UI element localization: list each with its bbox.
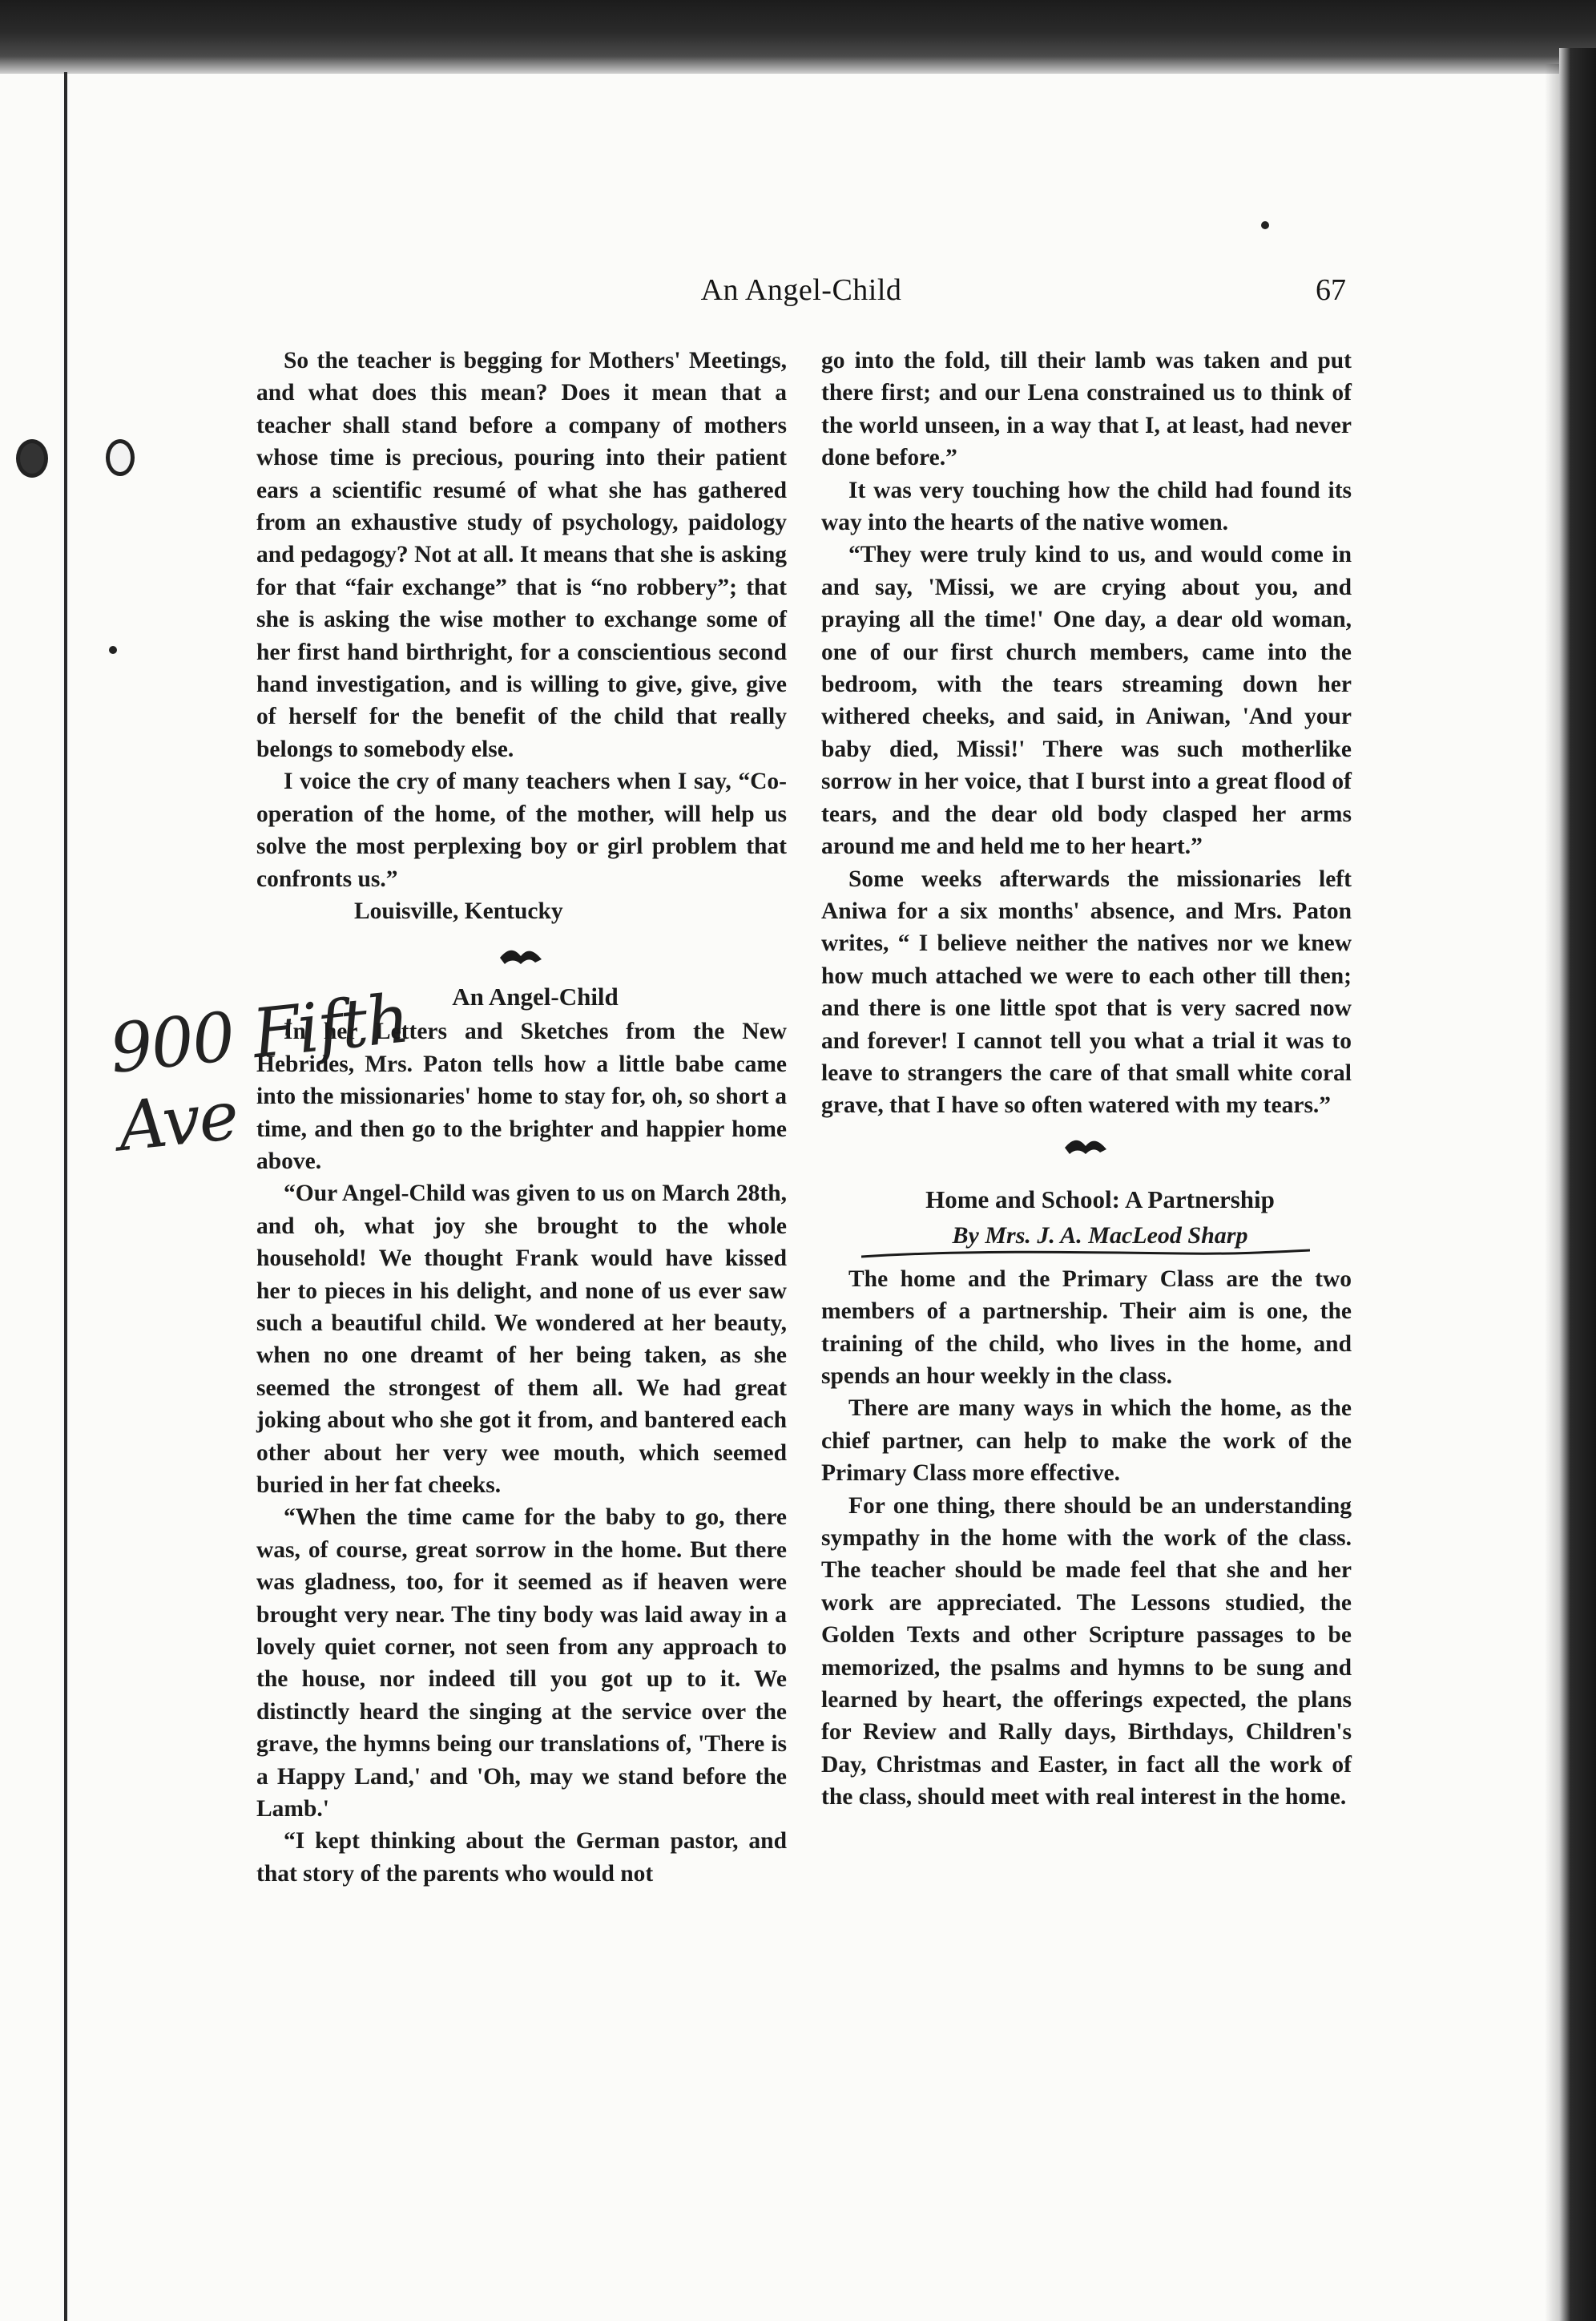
page-edge-shadow (1545, 64, 1559, 2321)
paragraph: The home and the Primary Class are the two members of a partnership. Their aim is one, the training of the child, who lives in the home, and spends an hour weekly in the class. (821, 1265, 1352, 1389)
article-heading: An Angel-Child (452, 983, 619, 1011)
paragraph: go into the fold, till their lamb was taken and put there first; and our Lena constrained us to think of the world unseen, in a way that I, at least, had never done before.” (821, 348, 1352, 471)
paragraph: I voice the cry of many teachers when I say, “Co-operation of the home, of the mother, will help us solve the most perplexing boy or girl problem that confronts us.” (256, 769, 787, 892)
speck (109, 646, 117, 654)
paragraph: For one thing, there should be an understanding sympathy in the home with the work of the class. The teacher should be made feel that she and her work are appreciated. The Lessons studied, the Golden Texts and other Scripture passages to be memorized, the psalms and hymns to be sung and learned by heart, the offerings expected, the plans for Review and Rally days, Birthdays, Children's Day, Christmas and Easter, in fact all the work of the class, should meet with real interest in the home. (821, 1492, 1352, 1810)
paragraph: Some weeks afterwards the missionaries left Aniwa for a six months' absence, and Mrs. Paton writes, “ I believe neither the natives nor we knew how much attached we were to each other till then; and there is one little spot that is very sacred now and forever! I cannot tell you what a trial it was to leave to strangers the care of that small white coral grave, that I have so often watered with my tears.” (821, 866, 1352, 1119)
paragraph: “I kept thinking about the German pastor, and that story of the parents who would not (256, 1828, 787, 1887)
binding-rule (64, 72, 67, 2321)
punch-hole-left-top (16, 439, 48, 478)
scan-right-border (1559, 48, 1596, 2321)
paragraph: “They were truly kind to us, and would come in and say, 'Missi, we are crying about you, and praying all the time!' One day, a dear old woman, one of our first church members, came into the bedroom, with the tears streaming down her withered cheeks, and said, in Aniwan, 'And your baby died, Missi!' There was such motherlike sorrow in her voice, that I burst into a great flood of tears, and the dear old body clasped her arms around me and held me to her heart.” (821, 542, 1352, 860)
byline: By Mrs. J. A. MacLeod Sharp (952, 1221, 1248, 1249)
fleuron-icon (1062, 1132, 1110, 1164)
paragraph: So the teacher is begging for Mothers' Meetings, and what does this mean? Does it mean that a teacher shall stand before a company of mothers whose time is precious, pouring into their patient ears a scientific resumé of what she has gathered from an exhaustive study of psychology, paidology and pedagogy? Not at all. It means that she is asking for that “fair exchange” that is “no robbery”; that she is asking the wise mother to exchange some of her first hand birthright, for a conscientious second hand investigation, and is willing to give, give, give of herself for the benefit of the child that really belongs to somebody else. (256, 348, 787, 762)
section-ornament (821, 1122, 1352, 1181)
fleuron-icon (497, 942, 545, 974)
paragraph: “When the time came for the baby to go, there was, of course, great sorrow in the home. But there was gladness, too, for it seemed as if heaven were brought very near. The tiny body was laid away in a lovely quiet corner, not seen from any approach to the house, nor indeed till you got up to it. We distinctly heard the singing at the service over the grave, the hymns being our translations of, 'There is a Happy Land,' and 'Oh, may we stand before the Lamb.' (256, 1504, 787, 1822)
right-column (821, 345, 1352, 1814)
page-number: 67 (1316, 273, 1346, 307)
running-title: An Angel-Child (700, 273, 902, 307)
running-head (256, 272, 1346, 321)
punch-hole-top (106, 439, 135, 476)
left-column (256, 345, 787, 1890)
paragraph: It was very touching how the child had found its way into the hearts of the native women. (821, 477, 1352, 536)
speck (1261, 221, 1269, 229)
article-heading: Home and School: A Partnership (925, 1185, 1275, 1213)
paragraph: In her Letters and Sketches from the New Hebrides, Mrs. Paton tells how a little babe came into the missionaries' home to stay for, oh, so short a time, and then go to the brighter and happier home above. (256, 1019, 787, 1174)
scan-top-border (0, 0, 1596, 74)
handwritten-address: 900 Fifth Ave (106, 979, 412, 1167)
paragraph: “Our Angel-Child was given to us on March 28th, and oh, what joy she brought to the whole household! We thought Frank would have kissed her to pieces in his delight, and none of us ever saw such a beautiful child. We wondered at her beauty, when no one dreamt of her being taken, as she seemed the strongest of them all. We had great joking about who she got it from, and bantered each other about her very wee mouth, which seemed buried in her fat cheeks. (256, 1181, 787, 1498)
section-ornament (256, 927, 787, 979)
paragraph: There are many ways in which the home, as the chief partner, can help to make the work of the Primary Class more effective. (821, 1395, 1352, 1487)
place-signature: Louisville, Kentucky (354, 898, 563, 924)
